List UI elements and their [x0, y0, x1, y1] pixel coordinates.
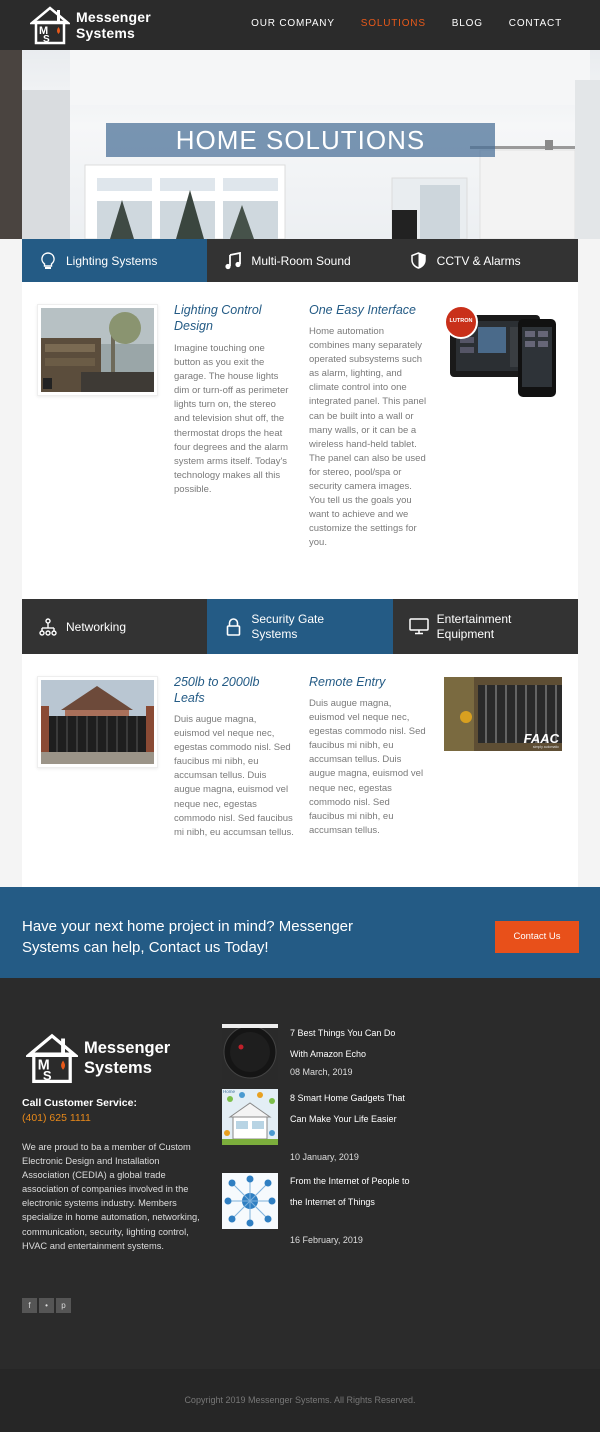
monitor-icon [409, 617, 429, 637]
svg-text:S: S [42, 1068, 52, 1084]
logo-text [76, 9, 151, 41]
post-2-date: 10 January, 2019 [290, 1152, 359, 1162]
lightbulb-icon [38, 251, 58, 271]
lutron-badge: LUTRON [449, 318, 473, 324]
post-3-title[interactable]: From the Internet of People to the Internet of Things [290, 1176, 410, 1207]
nav-our-company[interactable]: OUR COMPANY [251, 18, 335, 29]
nav-solutions[interactable]: SOLUTIONS [360, 18, 426, 29]
nav-contact[interactable]: CONTACT [508, 18, 562, 29]
remote-entry-heading: Remote Entry [309, 675, 386, 689]
tab-entertainment-equipment-label: Entertainment Equipment [436, 611, 512, 641]
solutions-card-1 [22, 239, 578, 599]
tab-entertainment-equipment[interactable] [393, 599, 578, 654]
hero-title: HOME SOLUTIONS [106, 123, 495, 157]
copyright: Copyright 2019 Messenger Systems. All Rights Reserved. [0, 1369, 600, 1432]
site-header [0, 0, 600, 50]
brand-line-1: Messenger [76, 9, 151, 25]
leafs-heading: 250lb to 2000lb Leafs [174, 675, 260, 705]
footer-logo-text [84, 1038, 170, 1078]
pinterest-icon[interactable]: p [56, 1298, 71, 1313]
shield-icon [409, 251, 429, 271]
remote-entry-image [444, 677, 562, 751]
site-logo[interactable] [30, 5, 160, 45]
footer-logo[interactable] [26, 1032, 170, 1084]
music-note-icon [223, 251, 243, 271]
lighting-text: Imagine touching one button as you exit the garage. The house lights dim or turn-off as perimeter lights turn on, the stereo and television shut off, the thermostat drops the heat four degrees and the alarm system arms itself. Today's technology makes all this possible. [174, 343, 289, 495]
tab-security-gate-systems-label: Security Gate Systems [251, 611, 325, 641]
remote-entry-text: Duis augue magna, euismod vel neque nec, egestas commodo nisl. Sed faucibus mi nibh, eu accumsan tellus. Duis augue magna, euismod vel neque nec, egestas commodo nisl. Sed faucibus mi nibh, eu accumsan tellus. [309, 698, 426, 836]
solutions-card-2 [22, 599, 578, 887]
footer-brand-line-2: Systems [84, 1059, 152, 1077]
gate-photo [37, 676, 158, 768]
hero-banner [0, 50, 600, 239]
contact-us-button[interactable]: Contact Us [495, 921, 579, 953]
solutions-tabs-2 [22, 599, 578, 654]
lighting-heading: Lighting Control Design [174, 303, 262, 333]
footer-brand-line-1: Messenger [84, 1039, 171, 1057]
footer-logo-mark-icon [26, 1032, 78, 1084]
network-icon [38, 617, 58, 637]
post-3-date: 16 February, 2019 [290, 1235, 363, 1245]
post-1-title[interactable]: 7 Best Things You Can Do With Amazon Echo [290, 1028, 396, 1059]
tab-multi-room-sound[interactable] [207, 239, 392, 282]
main-nav [251, 18, 562, 29]
interface-heading: One Easy Interface [309, 303, 417, 317]
post-2-title[interactable]: 8 Smart Home Gadgets That Can Make Your Life Easier [290, 1093, 405, 1124]
svg-text:S: S [43, 34, 50, 45]
tab-cctv-alarms-label: CCTV & Alarms [436, 253, 521, 268]
tab-cctv-alarms[interactable] [393, 239, 578, 282]
tab-networking[interactable] [22, 599, 207, 654]
faac-tagline: simply automatic [532, 745, 559, 749]
post-1-date: 08 March, 2019 [290, 1067, 353, 1077]
leafs-text: Duis augue magna, euismod vel neque nec, egestas commodo nisl. Sed faucibus mi nibh, eu accumsan tellus. Duis augue magna, euismod vel neque nec, egestas commodo nisl. Sed faucibus mi nibh, eu accumsan tellus. [174, 714, 294, 838]
facebook-icon[interactable]: f [22, 1298, 37, 1313]
lock-icon [223, 617, 243, 637]
call-service-label: Call Customer Service: [22, 1097, 137, 1109]
twitter-icon[interactable]: • [39, 1298, 54, 1313]
post-3-thumb[interactable] [222, 1173, 278, 1229]
tab-security-gate-systems[interactable] [207, 599, 392, 654]
post-1-thumb[interactable] [222, 1024, 278, 1080]
phone-link[interactable]: (401) 625 1111 [22, 1112, 91, 1124]
tab-lighting-systems[interactable] [22, 239, 207, 282]
svg-text:M: M [39, 25, 49, 37]
post-2-thumb-tag: Home [223, 1089, 236, 1094]
nav-blog[interactable]: BLOG [451, 18, 483, 29]
tab-multi-room-sound-label: Multi-Room Sound [251, 253, 351, 268]
tab-lighting-systems-label: Lighting Systems [66, 253, 158, 268]
about-text: We are proud to ba a member of Custom Electronic Design and Installation Association (CEDIA) a global trade association of companies involved in the electronic systems industry. Members specialize in home automation, networking, communication, security, lighting control, HVAC and entertainment systems. [22, 1142, 200, 1251]
post-2-thumb[interactable] [222, 1089, 278, 1145]
solutions-tabs-1 [22, 239, 578, 282]
svg-text:M: M [37, 1057, 50, 1074]
faac-logo: FAAC [523, 731, 559, 746]
cta-text: Have your next home project in mind? Messenger Systems can help, Contact us Today! [22, 918, 353, 956]
lighting-photo [37, 304, 158, 396]
touch-panel-image [444, 305, 562, 397]
interface-text: Home automation combines many separately operated subsystems such as alarm, lighting, and climate control into one integrated panel. This panel can be built into a wall or many walls, or it can be a wireless hand-held tablet. The panel can also be used for stereo, pool/spa or security camera images. You tell us the goals you want to achieve and we customize the settings for you. [309, 326, 427, 549]
brand-line-2: Systems [76, 25, 135, 41]
tab-networking-label: Networking [66, 619, 127, 634]
logo-mark-icon [30, 5, 70, 45]
